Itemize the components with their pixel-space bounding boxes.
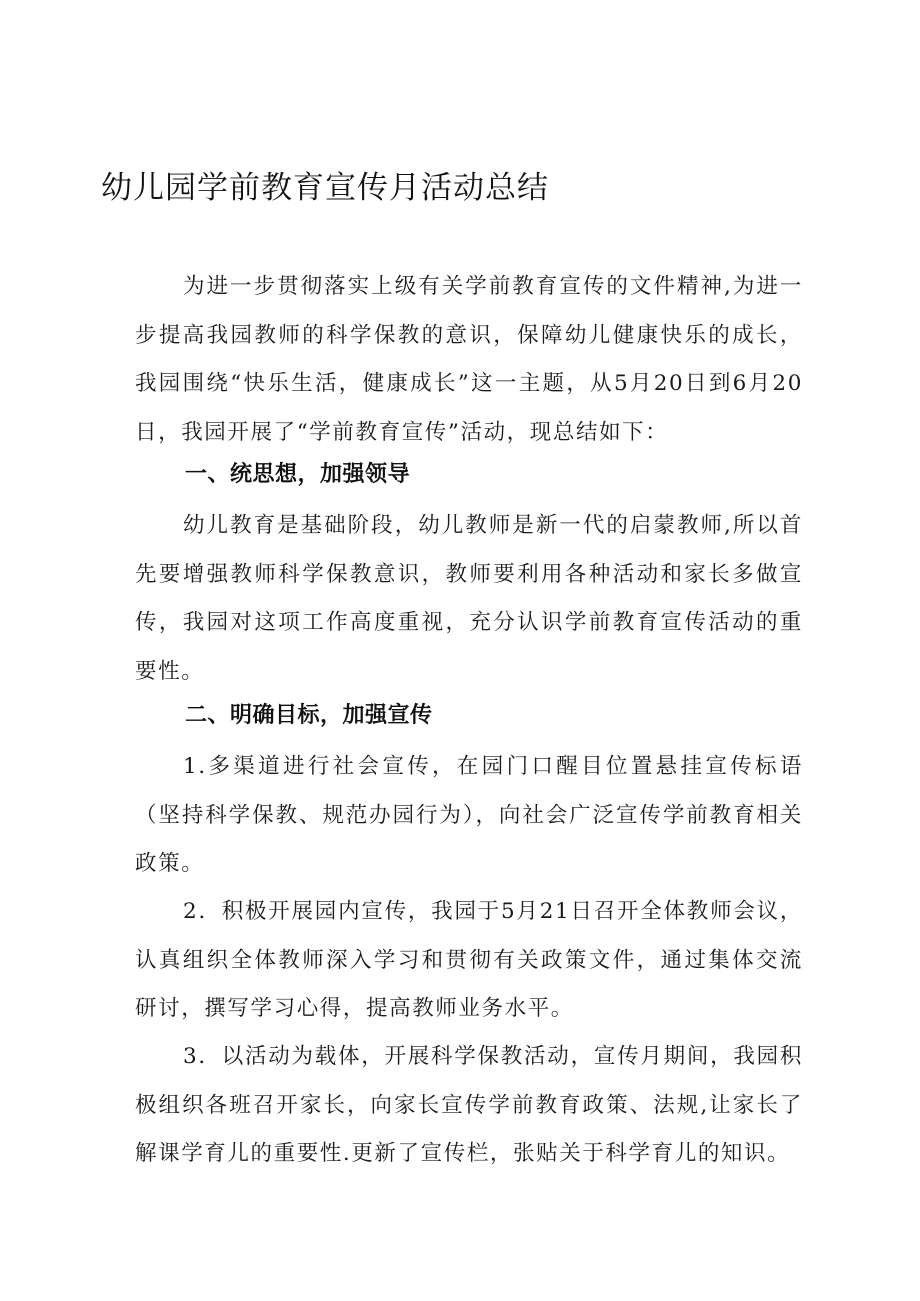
section-two-item-3: 3．以活动为载体，开展科学保教活动，宣传月期间，我园积极组织各班召开家长，向家长宣传学前教育政策、法规,让家长了解课学育儿的重要性.更新了宣传栏，张贴关于科学育儿的知识。 <box>135 1044 803 1166</box>
section-two-item-2: 2．积极开展园内宣传，我园于5月21日召开全体教师会议，认真组织全体教师深入学习和贯彻有关政策文件，通过集体交流研讨，撰写学习心得，提高教师业务水平。 <box>135 899 803 1021</box>
section-one-heading: 一、统思想，加强领导 <box>185 462 411 487</box>
section-one-paragraph: 幼儿教育是基础阶段，幼儿教师是新一代的启蒙教师,所以首先要增强教师科学保教意识，教师要利用各种活动和家长多做宣传，我园对这项工作高度重视，充分认识学前教育宣传活动的重要性。 <box>135 513 803 684</box>
section-two-item-1: 1.多渠道进行社会宣传，在园门口醒目位置悬挂宣传标语（坚持科学保教、规范办园行为），向社会广泛宣传学前教育相关政策。 <box>135 754 803 876</box>
document-title: 幼儿园学前教育宣传月活动总结 <box>101 170 549 206</box>
intro-paragraph: 为进一步贯彻落实上级有关学前教育宣传的文件精神,为进一步提高我园教师的科学保教的意识，保障幼儿健康快乐的成长，我园围绕“快乐生活，健康成长”这一主题，从5月20日到6月20日，我园开展了“学前教育宣传”活动，现总结如下： <box>135 274 803 445</box>
section-two-heading: 二、明确目标，加强宣传 <box>185 703 433 728</box>
